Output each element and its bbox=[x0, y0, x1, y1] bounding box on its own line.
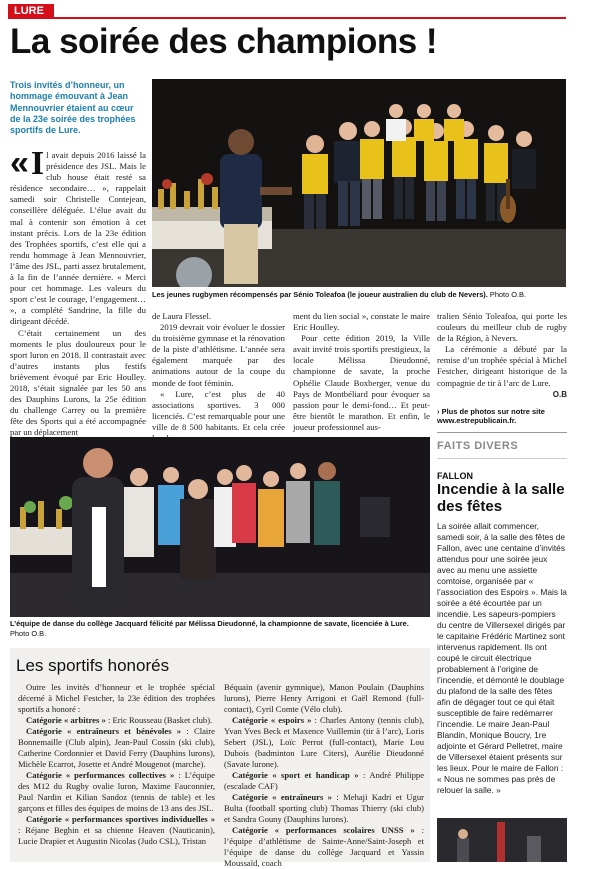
article-signature: O.B bbox=[552, 389, 567, 399]
more-photos-label: › Plus de photos sur notre site bbox=[437, 406, 545, 416]
caption-credit: Photo O.B. bbox=[489, 290, 527, 299]
fire-photo-illustration bbox=[437, 818, 567, 862]
honor-entry bbox=[18, 814, 215, 847]
faits-divers-header bbox=[437, 432, 567, 454]
honor-entry bbox=[224, 715, 424, 770]
caption-text: Les jeunes rugbymen récompensés par Sénio Toleafoa (le joueur australien du club de Nevers). bbox=[152, 290, 488, 299]
rugby-photo bbox=[152, 79, 566, 287]
honors-col-left bbox=[18, 682, 215, 847]
caption-text: L’équipe de danse du collège Jacquard félicité par Mélissa Dieudonné, la championne de savate, licenciée à Lure. bbox=[10, 619, 409, 628]
more-photos-link[interactable] bbox=[437, 407, 567, 426]
honor-category: Catégorie « performances sportives individuelles » bbox=[26, 814, 215, 824]
fire-photo bbox=[437, 818, 567, 862]
honor-recipients: : Charles Antony (tennis club), Yvan Yves Beck et Maxence Vuillemin (tir à l’arc), Loris Sebert (JSL), Loïc Perrot (full-contact), Marie Lou Dubois (badminton Lure Citers), Aurélie Dieudonné (Savate lurone). bbox=[224, 715, 424, 769]
honor-category: Catégorie « arbitres » bbox=[26, 715, 106, 725]
drop-cap: I bbox=[30, 145, 45, 182]
honor-category: Catégorie « espoirs » bbox=[232, 715, 312, 725]
honor-recipients: : Claire Bonnemaille (Club alpin), Jean-Paul Cossin (ski club), Catherine Cordonnier et David Ferry (Dauphins lurons), Michèle Ecarrot, Josette et André Mougenot (marche). bbox=[18, 726, 215, 769]
rugby-photo-caption bbox=[152, 290, 572, 300]
article-col-2 bbox=[152, 311, 285, 444]
faits-divers-box bbox=[437, 432, 567, 796]
article-paragraph: de Laura Flessel. bbox=[152, 311, 212, 321]
article-paragraph: ment du lien social », constate le maire Eric Houlley. bbox=[293, 311, 430, 333]
honor-category: Catégorie « entraîneurs et bénévoles » bbox=[26, 726, 182, 736]
article-col-4 bbox=[437, 311, 567, 426]
honors-title: Les sportifs honorés bbox=[16, 656, 170, 675]
faits-divers-text: La soirée allait commencer, samedi soir, à la salle des fêtes de Fallon, avec une centaine d’invités attendus pour une soirée jeux avec au menu une assiette comtoise, organisée par « l’association des Espoirs ». Mais la soirée a été écourtée par un incendie. Les sapeurs-pompiers du centre de Villersexel dirigés par le capitaine Frédéric Martinez sont intervenus rapidement. Ils ont coupé le circuit électrique probablement à l’origine de l’incendie, et démonté le doublage du plafond de la salle des fêtes afin de dégager tout ce qui était susceptible de faire redémarrer l’incendie. Le maire Jean-Paul Blandin, Monique Boucry, 1re adjointe et Gérard Pelletret, maire de Villersexel étaient présents sur les lieux. Pour le maire de Fallon : « Nous ne sommes pas prés de relouer la salle. » bbox=[437, 521, 567, 795]
article-col-1 bbox=[10, 144, 146, 438]
honor-recipients: : L’équipe des M12 du Rugby ovalie luron, Maxime Fauconnier, Paul Nardin et Kilian Sandoz (tennis de table) et les garçons et filles des équipes de moins de 13 ans des JSL. bbox=[18, 770, 215, 813]
more-photos-site: www.estrepublicain.fr. bbox=[437, 416, 517, 426]
article-paragraph: La cérémonie a débuté par la remise d’un trophée spécial à Michel Festcher, dirigeant historique de la compagnie de tir à l’arc de Lure. bbox=[437, 344, 567, 388]
headline: La soirée des champions ! bbox=[10, 22, 438, 61]
article-paragraph: C’était certainement un des moments le plus douloureux pour le sport luron en 2018. Il contrastait avec d’autres instants plus festifs brièvement évoqué par Eric Houlley. 2018, s’était signalée par les 50 ans des Dauphins Lurons, la 25e édition du challenge Carrey ou la première fête des Sports qui a été accompagnée par un déplacement bbox=[10, 327, 146, 438]
honor-category: Catégorie « entraîneurs » bbox=[232, 792, 332, 802]
article-paragraph: « Lure, c’est plus de 40 associations sportives. 3 000 licenciés. C’est remarquable pour une ville de 8 500 habitants. Et cela crée bbox=[152, 388, 285, 432]
article-paragraph bbox=[10, 144, 146, 328]
faits-divers-title: Incendie à la salle des fêtes bbox=[437, 481, 565, 515]
honors-list-left bbox=[18, 715, 215, 847]
honor-recipients: : André Philippe (escalade CAF) bbox=[224, 770, 425, 791]
honor-recipients: : Mehaji Kadri et Ugur Bulta (football sporting club) Thomas Thierry (ski club) et Sandra Gouny (Dauphins lurons). bbox=[224, 792, 424, 824]
dance-photo-illustration bbox=[10, 437, 430, 617]
honor-entry bbox=[224, 792, 424, 825]
rugby-photo-illustration bbox=[152, 79, 566, 287]
honor-category: Catégorie « performances collectives » bbox=[26, 770, 175, 780]
honor-entry bbox=[224, 825, 424, 869]
honor-entry bbox=[18, 770, 215, 814]
honor-entry bbox=[224, 770, 424, 792]
honor-recipients: : Eric Rousseau (Basket club). bbox=[105, 715, 213, 725]
honor-recipients: : Réjane Beghin et sa chienne Heaven (Nauticanin), Lucie Drapier et Augustin Nicolas (Judo CSL), Tristan bbox=[18, 825, 215, 846]
article-paragraph: Pour cette édition 2019, la Ville avait invité trois sportifs prestigieux, la locale Mélissa Dieudonné, championne de savate, la proche Ophélie Claude Boxberger, venue du Pays de Montbéliard pour évoquer sa passion pour le demi-fond… Et peut-être bientôt le marathon. Et enfin, le joueur professionnel aus- bbox=[293, 333, 430, 432]
article-paragraph: 2019 devrait voir évoluer le dossier du troisième gymnase et la rénovation de la piste d’athlétisme. L’année sera également marquée par des animations autour de la coupe du monde de foot féminin. bbox=[152, 322, 285, 388]
open-quote-mark: « bbox=[10, 144, 29, 182]
honors-col-right bbox=[224, 682, 424, 869]
section-tag: LURE bbox=[8, 4, 54, 18]
honor-category: Catégorie « performances scolaires UNSS » bbox=[232, 825, 415, 835]
article-col-3 bbox=[293, 311, 430, 433]
caption-credit: Photo O.B. bbox=[10, 628, 47, 638]
faits-divers-tag: FAITS DIVERS bbox=[437, 440, 519, 452]
faits-divers-location: FALLON bbox=[437, 471, 473, 481]
honor-category: Catégorie « sport et handicap » bbox=[232, 770, 359, 780]
honors-box bbox=[10, 648, 430, 868]
top-rule bbox=[8, 17, 566, 19]
intro-lead: Trois invités d’honneur, un hommage émouvant à Jean Mennouvrier étaient au cœur de la 23e soirée des trophées sportifs de Lure. bbox=[10, 80, 136, 136]
honor-recipients: : l’équipe d’athlétisme de Sainte-Anne/Saint-Joseph et l’équipe de danse du collège Jacquard et Yassin Moussaïd, coach bbox=[224, 825, 424, 868]
honors-intro: Outre les invités d’honneur et le trophée spécial décerné à Michel Festcher, la 23e édition des trophées sportifs a honoré : bbox=[18, 682, 215, 714]
honor-entry bbox=[18, 715, 215, 726]
faits-divers-body-wrap bbox=[437, 458, 567, 796]
article-paragraph: tralien Sénio Toleafoa, qui porte les couleurs du meilleur club de rugby de la Région, à Nevers. bbox=[437, 311, 567, 344]
dance-team-photo bbox=[10, 437, 430, 617]
article-text: l avait depuis 2016 laissé la présidence des JSL. Mais le club house était resté sa résidence secondaire… », rappelait samedi soir Christelle Contejean, conseillère déléguée. L’élue avait du mal à contenir son émotion à cet instant précis. Lors de la 23e édition des Trophées sportifs, c’est elle qui a rendu hommage à Jean Mennouvrier, l’âme des JSL, parti assez brutalement, à la fin de l’année dernière. « Merci pour cet hommage. Les valeurs du sport c’est le courage, l’engagement… », a complété Sandrine, la fille du dirigeant décédé. bbox=[10, 150, 146, 327]
honors-right-lead: Béquain (avenir gymnique), Manon Poulain (Dauphins lurons), Pierre Henry Arrigoni et Gaël Remond (full-contact), Cyril Comte (Vélo club). bbox=[224, 682, 424, 714]
honor-entry bbox=[18, 726, 215, 770]
honors-list-right bbox=[224, 715, 424, 869]
dance-photo-caption bbox=[10, 619, 430, 638]
